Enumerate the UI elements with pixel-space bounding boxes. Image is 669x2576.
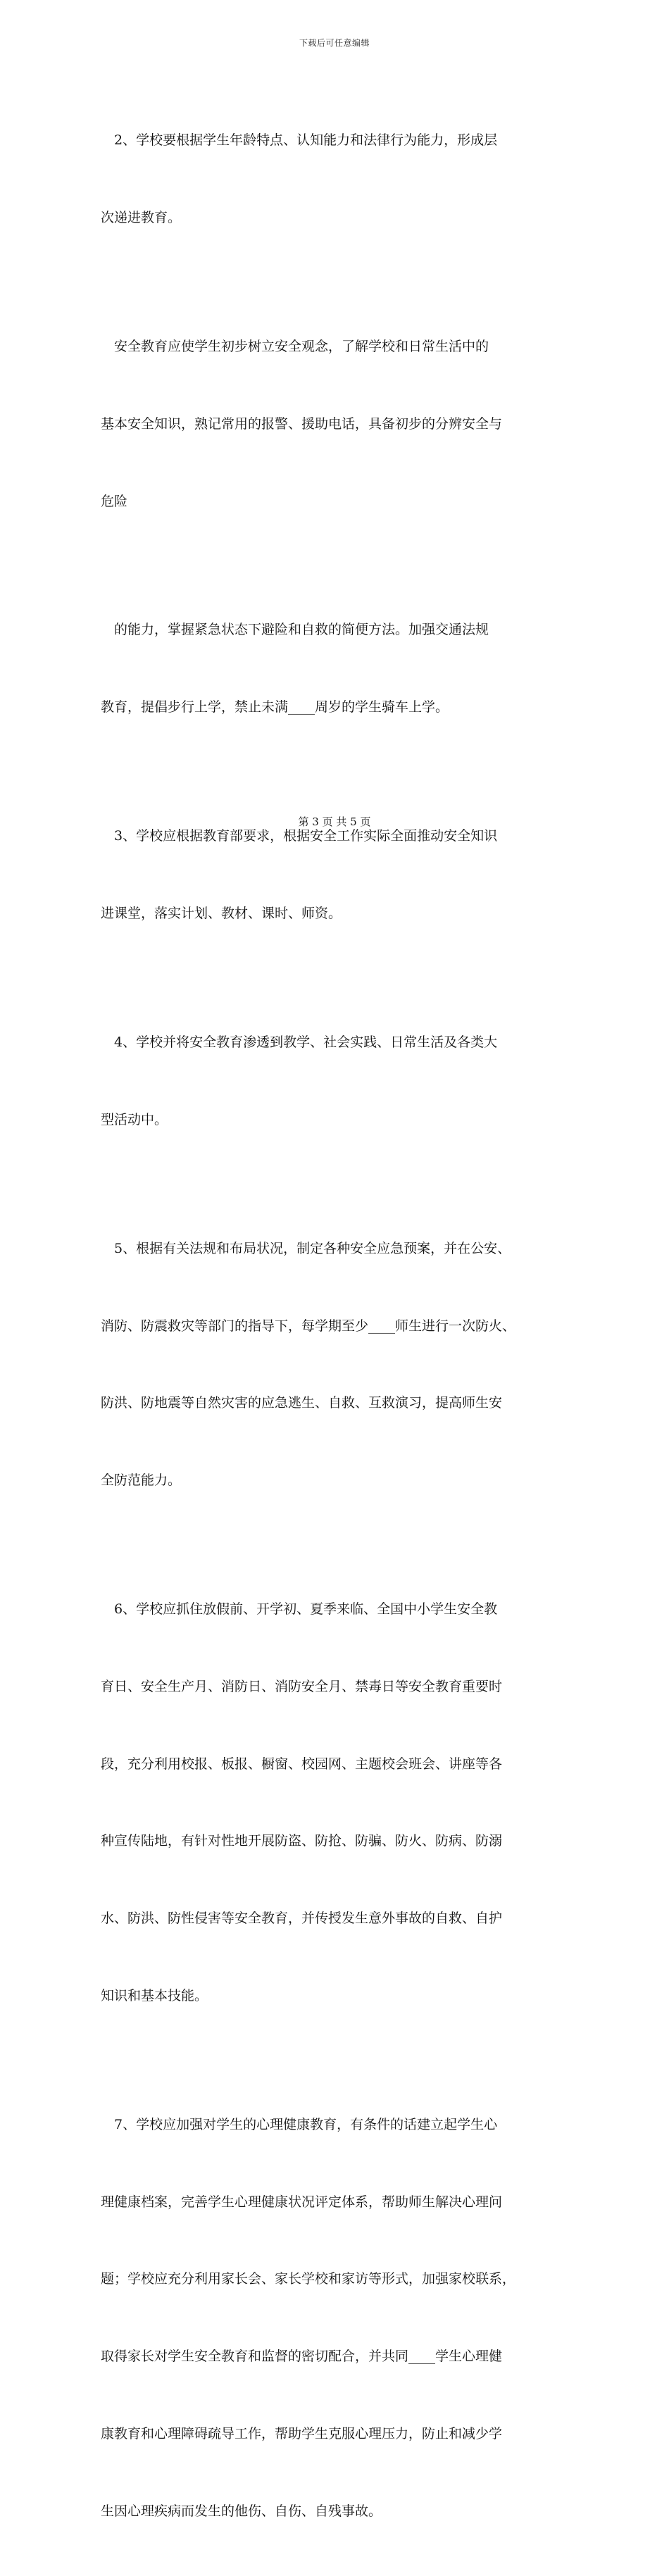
text-line: 题；学校应充分利用家长会、家长学校和家访等形式，加强家校联系， [101, 2271, 516, 2287]
paragraph-item-2 [101, 76, 583, 282]
text-line: 防洪、防地震等自然灾害的应急逃生、自救、互救演习，提高师生安 [101, 1395, 503, 1411]
page-number-footer: 第 3 页 共 5 页 [298, 815, 371, 828]
text-line: 次递进教育。 [101, 209, 182, 225]
paragraph-item-6 [101, 1545, 583, 2061]
paragraph-item-4 [101, 978, 583, 1184]
text-line: 3、学校应根据教育部要求，根据安全工作实际全面推动安全知识 [101, 828, 498, 844]
paragraph-safety-education [101, 282, 583, 566]
text-line: 知识和基本技能。 [101, 1987, 208, 2003]
text-line: 2、学校要根据学生年龄特点、认知能力和法律行为能力，形成层 [101, 132, 498, 149]
paragraph-item-5 [101, 1184, 583, 1545]
text-line: 型活动中。 [101, 1111, 168, 1127]
text-line: 7、学校应加强对学生的心理健康教育，有条件的话建立起学生心 [101, 2116, 498, 2132]
text-line: 5、根据有关法规和布局状况，制定各种安全应急预案，并在公安、 [101, 1240, 511, 1256]
paragraph-ability [101, 565, 583, 772]
text-line: 全防范能力。 [101, 1473, 182, 1489]
text-line: 基本安全知识，熟记常用的报警、援助电话，具备初步的分辨安全与 [101, 415, 503, 432]
text-line: 6、学校应抓住放假前、开学初、夏季来临、全国中小学生安全教 [101, 1601, 498, 1618]
document-body [101, 76, 583, 2576]
text-line: 消防、防震救灾等部门的指导下，每学期至少____师生进行一次防火、 [101, 1318, 516, 1334]
text-line: 进课堂，落实计划、教材、课时、师资。 [101, 906, 342, 921]
text-line: 取得家长对学生安全教育和监督的密切配合，并共同____学生心理健 [101, 2349, 503, 2365]
text-line: 康教育和心理障碍疏导工作，帮助学生克服心理压力，防止和减少学 [101, 2426, 503, 2442]
text-line: 生因心理疾病而发生的他伤、自伤、自残事故。 [101, 2503, 382, 2519]
page-header: 下载后可任意编辑 [299, 38, 370, 48]
text-line: 水、防洪、防性侵害等安全教育，并传授发生意外事故的自救、自护 [101, 1911, 503, 1927]
text-line: 理健康档案，完善学生心理健康状况评定体系，帮助师生解决心理问 [101, 2194, 503, 2210]
text-line: 段，充分利用校报、板报、橱窗、校园网、主题校会班会、讲座等各 [101, 1756, 503, 1772]
text-line: 育日、安全生产月、消防日、消防安全月、禁毒日等安全教育重要时 [101, 1678, 503, 1694]
text-line: 种宣传陆地，有针对性地开展防盗、防抢、防骗、防火、防病、防溺 [101, 1833, 503, 1849]
text-line: 教育，提倡步行上学，禁止未满____周岁的学生骑车上学。 [101, 699, 449, 715]
text-line: 4、学校并将安全教育渗透到教学、社会实践、日常生活及各类大 [101, 1034, 498, 1050]
text-line: 安全教育应使学生初步树立安全观念，了解学校和日常生活中的 [101, 338, 489, 354]
text-line: 的能力，掌握紧急状态下避险和自救的简便方法。加强交通法规 [101, 622, 489, 638]
paragraph-item-3 [101, 772, 583, 978]
text-line: 危险 [101, 493, 128, 509]
paragraph-item-7 [101, 2061, 583, 2576]
